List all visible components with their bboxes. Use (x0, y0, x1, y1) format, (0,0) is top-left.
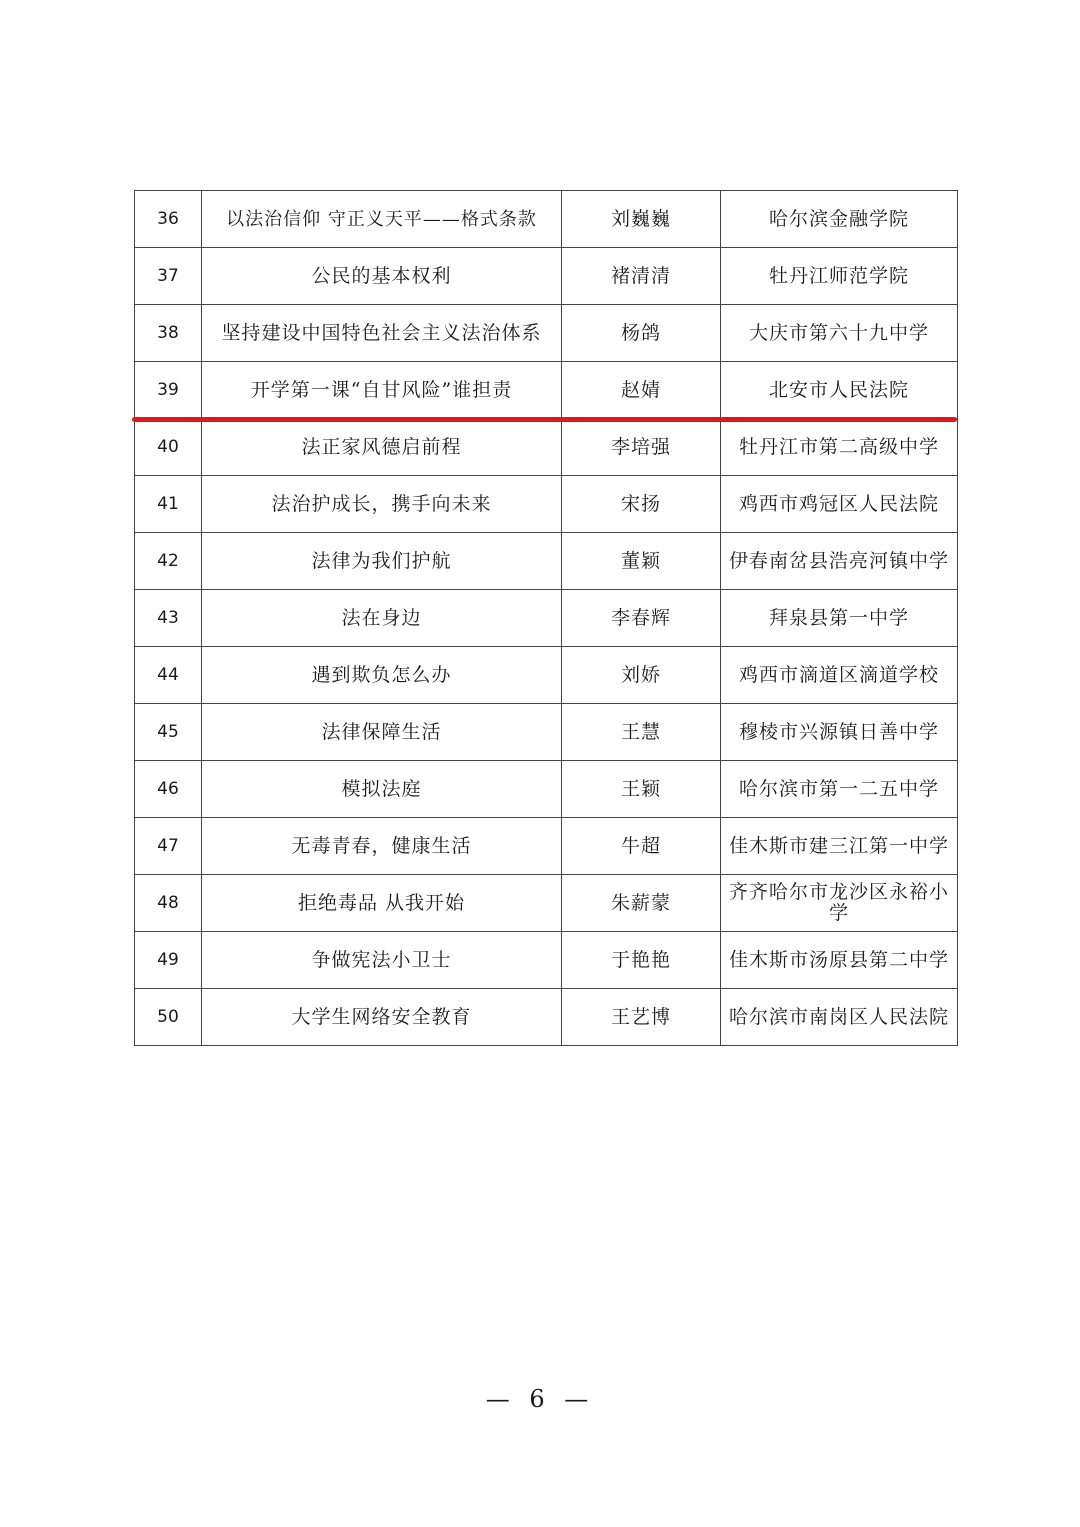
row-number: 43 (135, 590, 202, 647)
entry-author: 李春辉 (562, 590, 721, 647)
entry-title: 模拟法庭 (202, 761, 562, 818)
entry-title: 法律保障生活 (202, 704, 562, 761)
entry-organization: 鸡西市鸡冠区人民法院 (721, 476, 958, 533)
table-row (135, 476, 958, 533)
entry-organization: 伊春南岔县浩亮河镇中学 (721, 533, 958, 590)
entry-organization: 拜泉县第一中学 (721, 590, 958, 647)
table-row (135, 305, 958, 362)
table-row (135, 362, 958, 419)
entry-title: 法正家风德启前程 (202, 419, 562, 476)
table-row (135, 647, 958, 704)
table-row (135, 818, 958, 875)
row-number: 47 (135, 818, 202, 875)
entry-title: 坚持建设中国特色社会主义法治体系 (202, 305, 562, 362)
entry-author: 李培强 (562, 419, 721, 476)
table-row (135, 761, 958, 818)
row-number: 39 (135, 362, 202, 419)
entry-organization: 哈尔滨市南岗区人民法院 (721, 989, 958, 1046)
entry-title: 公民的基本权利 (202, 248, 562, 305)
entry-author: 王慧 (562, 704, 721, 761)
entry-author: 牛超 (562, 818, 721, 875)
row-number: 46 (135, 761, 202, 818)
entry-title: 法治护成长，携手向未来 (202, 476, 562, 533)
entry-title: 遇到欺负怎么办 (202, 647, 562, 704)
entry-organization: 哈尔滨金融学院 (721, 191, 958, 248)
row-number: 45 (135, 704, 202, 761)
entry-title: 法律为我们护航 (202, 533, 562, 590)
row-number: 38 (135, 305, 202, 362)
entry-author: 王艺博 (562, 989, 721, 1046)
row-number: 49 (135, 932, 202, 989)
row-number: 48 (135, 875, 202, 932)
entry-author: 朱薪蒙 (562, 875, 721, 932)
table-row (135, 875, 958, 932)
row-number: 40 (135, 419, 202, 476)
table-row (135, 533, 958, 590)
table-row (135, 989, 958, 1046)
entry-author: 杨鸽 (562, 305, 721, 362)
entry-title: 大学生网络安全教育 (202, 989, 562, 1046)
entry-organization: 佳木斯市汤原县第二中学 (721, 932, 958, 989)
page-number: — 6 — (485, 1385, 595, 1413)
table-body (135, 191, 958, 1046)
entry-author: 宋扬 (562, 476, 721, 533)
table-row (135, 932, 958, 989)
row-number: 41 (135, 476, 202, 533)
entry-title: 争做宪法小卫士 (202, 932, 562, 989)
red-highlight-line (132, 417, 957, 422)
row-number: 37 (135, 248, 202, 305)
entries-table (134, 190, 958, 1046)
row-number: 44 (135, 647, 202, 704)
entry-author: 赵婧 (562, 362, 721, 419)
row-number: 50 (135, 989, 202, 1046)
table-row (135, 419, 958, 476)
entry-author: 王颖 (562, 761, 721, 818)
entry-title: 拒绝毒品 从我开始 (202, 875, 562, 932)
entry-author: 于艳艳 (562, 932, 721, 989)
table-row (135, 248, 958, 305)
entry-organization: 穆棱市兴源镇日善中学 (721, 704, 958, 761)
entry-author: 褚清清 (562, 248, 721, 305)
entry-organization: 牡丹江师范学院 (721, 248, 958, 305)
table-row (135, 704, 958, 761)
entry-organization: 哈尔滨市第一二五中学 (721, 761, 958, 818)
entry-author: 刘娇 (562, 647, 721, 704)
entry-author: 董颖 (562, 533, 721, 590)
entry-author: 刘巍巍 (562, 191, 721, 248)
row-number: 42 (135, 533, 202, 590)
entry-organization: 大庆市第六十九中学 (721, 305, 958, 362)
table-row (135, 191, 958, 248)
entry-title: 开学第一课“自甘风险”谁担责 (202, 362, 562, 419)
entry-organization: 佳木斯市建三江第一中学 (721, 818, 958, 875)
entry-title: 无毒青春，健康生活 (202, 818, 562, 875)
row-number: 36 (135, 191, 202, 248)
entry-organization: 鸡西市滴道区滴道学校 (721, 647, 958, 704)
entry-title: 以法治信仰 守正义天平——格式条款 (202, 191, 562, 248)
table-row (135, 590, 958, 647)
entry-organization: 齐齐哈尔市龙沙区永裕小学 (721, 875, 958, 932)
entry-organization: 北安市人民法院 (721, 362, 958, 419)
entry-title: 法在身边 (202, 590, 562, 647)
entry-organization: 牡丹江市第二高级中学 (721, 419, 958, 476)
